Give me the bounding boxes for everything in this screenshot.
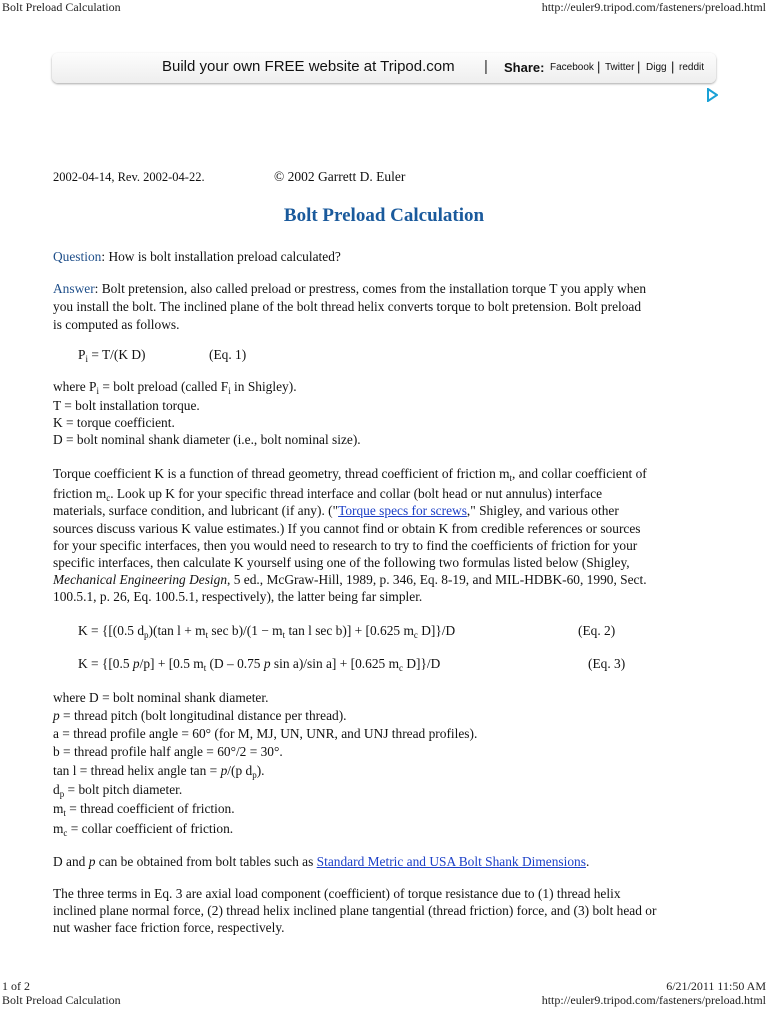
definition-line: b = thread profile half angle = 60°/2 = 30°. — [53, 744, 283, 759]
def-sub: i — [96, 386, 100, 396]
def-text: m — [53, 801, 64, 816]
para-text: D and — [53, 854, 89, 869]
definition-line — [53, 781, 713, 799]
para-text: ," Shigley, and various other — [466, 503, 619, 518]
paragraph-line: for your specific interfaces, then you would need to research to try to find the coefficients of friction for your — [53, 538, 638, 553]
eq-sub: c — [398, 663, 403, 673]
adchoices-triangle-icon[interactable] — [706, 88, 718, 102]
page-title: Bolt Preload Calculation — [283, 205, 485, 226]
equation-2-tag: (Eq. 2) — [578, 623, 616, 638]
eq-sub: t — [205, 630, 209, 640]
def-text: where P — [53, 379, 97, 394]
eq-text: tan l sec b)] + [0.625 m — [285, 623, 414, 638]
definition-line: T = bolt installation torque. — [53, 398, 200, 413]
para-text: . — [585, 854, 590, 869]
def-text: tan l = thread helix angle tan = — [53, 763, 221, 778]
share-reddit-link[interactable]: reddit — [679, 62, 705, 73]
paragraph-line — [53, 502, 713, 520]
tripod-banner[interactable] — [52, 53, 716, 83]
eq-text: D]}/D — [402, 656, 441, 671]
definition-line: where D = bolt nominal shank diameter. — [53, 690, 269, 705]
para-sub: c — [106, 493, 111, 503]
def-text: m — [53, 821, 64, 836]
eq-text: /p] + [0.5 m — [139, 656, 204, 671]
equation-3-tag: (Eq. 3) — [588, 656, 626, 671]
def-italic: p — [220, 763, 228, 778]
print-header-url: http://euler9.tripod.com/fasteners/preload.html — [541, 0, 766, 14]
definition-line — [53, 707, 713, 725]
def-sub: c — [63, 828, 68, 838]
eq-text: (D – 0.75 — [206, 656, 264, 671]
definition-line — [53, 762, 713, 780]
paragraph-line: 100.5.1, p. 26, Eq. 100.5.1, respectively), the latter being far simpler. — [53, 589, 423, 604]
paragraph-line — [53, 571, 713, 589]
equation-1-tag: (Eq. 1) — [209, 347, 247, 362]
def-italic: p — [53, 708, 60, 723]
paragraph-line: nut washer face friction force, respectively. — [53, 920, 285, 935]
answer-text: Bolt pretension, also called preload or prestress, comes from the installation torque T you apply when — [101, 281, 647, 296]
share-twitter-link[interactable]: Twitter — [605, 62, 635, 73]
share-divider: | — [671, 59, 675, 74]
equation-3 — [78, 656, 440, 672]
definition-line: K = torque coefficient. — [53, 415, 175, 430]
print-footer-url: http://euler9.tripod.com/fasteners/preload.html — [541, 993, 766, 1007]
print-header-title: Bolt Preload Calculation — [2, 0, 121, 14]
para-text: can be obtained from bolt tables such as — [95, 854, 317, 869]
def-text: = thread pitch (bolt longitudinal distance per thread). — [59, 708, 347, 723]
def-text: = collar coefficient of friction. — [67, 821, 234, 836]
share-divider: | — [637, 59, 641, 74]
paragraph-line: specific interfaces, then calculate K yourself using one of the following two formulas listed below (Shigley, — [53, 555, 630, 570]
answer-line: is computed as follows. — [53, 317, 180, 332]
equation-2 — [78, 623, 455, 639]
share-label: Share: — [504, 60, 545, 75]
def-sub: i — [228, 386, 231, 396]
question-paragraph: Question: How is bolt installation preload calculated? — [53, 249, 341, 264]
eq-sub: p — [144, 630, 149, 640]
eq-text: sin a)/sin a] + [0.625 m — [270, 656, 399, 671]
copyright: © 2002 Garrett D. Euler — [274, 169, 406, 184]
equation-1 — [78, 347, 145, 363]
paragraph-line: The three terms in Eq. 3 are axial load component (coefficient) of torque resistance due to (1) thread helix — [53, 886, 621, 901]
para-text: . Look up K for your specific thread interface and collar (bolt head or nut annulus) interface — [110, 486, 603, 501]
definition-line: D = bolt nominal shank diameter (i.e., bolt nominal size). — [53, 432, 361, 447]
paragraph-line — [53, 485, 713, 503]
answer-line: you install the bolt. The inclined plane of the bolt thread helix converts torque to bolt pretension. Bolt preload — [53, 299, 642, 314]
eq-sub: t — [203, 663, 207, 673]
para-italic: p — [88, 854, 96, 869]
def-text: = bolt preload (called F — [99, 379, 229, 394]
eq-text: D]}/D — [417, 623, 456, 638]
def-text: = thread coefficient of friction. — [65, 801, 235, 816]
eq-italic: p — [132, 656, 140, 671]
answer-line: Answer: Bolt pretension, also called preload or prestress, comes from the installation torque T you apply when — [53, 281, 647, 296]
print-footer-datetime: 6/21/2011 11:50 AM — [666, 979, 766, 993]
print-footer-page: 1 of 2 — [2, 979, 30, 993]
paragraph-line: inclined plane normal force, (2) thread helix inclined plane tangential (thread friction) force, and (3) bolt head or — [53, 903, 657, 918]
torque-specs-link[interactable]: Torque specs for screws — [338, 503, 467, 518]
definition-line: a = thread profile angle = 60° (for M, MJ, UN, UNR, and UNJ thread profiles). — [53, 726, 478, 741]
bolt-dimensions-link[interactable]: Standard Metric and USA Bolt Shank Dimensions — [316, 854, 586, 869]
def-text: d — [53, 782, 60, 797]
share-divider: | — [597, 59, 601, 74]
question-label: Question — [53, 249, 102, 264]
eq-text: K = {[(0.5 d — [78, 623, 145, 638]
def-text: = bolt pitch diameter. — [64, 782, 183, 797]
para-text: friction m — [53, 486, 107, 501]
def-text: in Shigley). — [230, 379, 297, 394]
eq-text: P — [78, 347, 86, 362]
eq-text: )(tan l + m — [148, 623, 206, 638]
build-website-link[interactable]: Build your own FREE website at Tripod.com — [162, 58, 455, 75]
def-sub: t — [63, 808, 66, 818]
para-text: materials, surface condition, and lubricant (if any). (" — [53, 503, 339, 518]
banner-separator: | — [484, 58, 488, 75]
paragraph-line: sources discuss various K value estimates.) If you cannot find or obtain K from credible references or sources — [53, 521, 641, 536]
eq-text: sec b)/(1 − m — [208, 623, 283, 638]
eq-sub: c — [413, 630, 418, 640]
eq-sub: t — [282, 630, 286, 640]
paragraph-line — [53, 465, 713, 483]
eq-text: K = {[0.5 — [78, 656, 133, 671]
para-sub: t — [509, 473, 513, 483]
share-digg-link[interactable]: Digg — [646, 62, 667, 73]
revision-dates: 2002-04-14, Rev. 2002-04-22. — [53, 170, 205, 184]
eq-italic: p — [263, 656, 271, 671]
para-text: Torque coefficient K is a function of thread geometry, thread coefficient of friction m — [53, 466, 510, 481]
book-title: Mechanical Engineering Design — [53, 572, 228, 587]
definition-line — [53, 378, 713, 396]
eq-text: = T/(K D) — [87, 347, 146, 362]
def-text: /(p d — [227, 763, 253, 778]
share-facebook-link[interactable]: Facebook — [550, 62, 594, 73]
def-sub: p — [252, 770, 257, 780]
eq-sub: i — [85, 354, 88, 364]
answer-label: Answer — [53, 281, 95, 296]
definition-line — [53, 820, 713, 838]
definition-line — [53, 800, 713, 818]
para-text: , 5 ed., McGraw-Hill, 1989, p. 346, Eq. 8-19, and MIL-HDBK-60, 1990, Sect. — [227, 572, 647, 587]
question-text: How is bolt installation preload calculated? — [108, 249, 341, 264]
paragraph-line — [53, 853, 713, 871]
para-text: , and collar coefficient of — [512, 466, 647, 481]
print-footer-title: Bolt Preload Calculation — [2, 993, 121, 1007]
def-sub: p — [59, 789, 65, 799]
def-text: ). — [256, 763, 265, 778]
